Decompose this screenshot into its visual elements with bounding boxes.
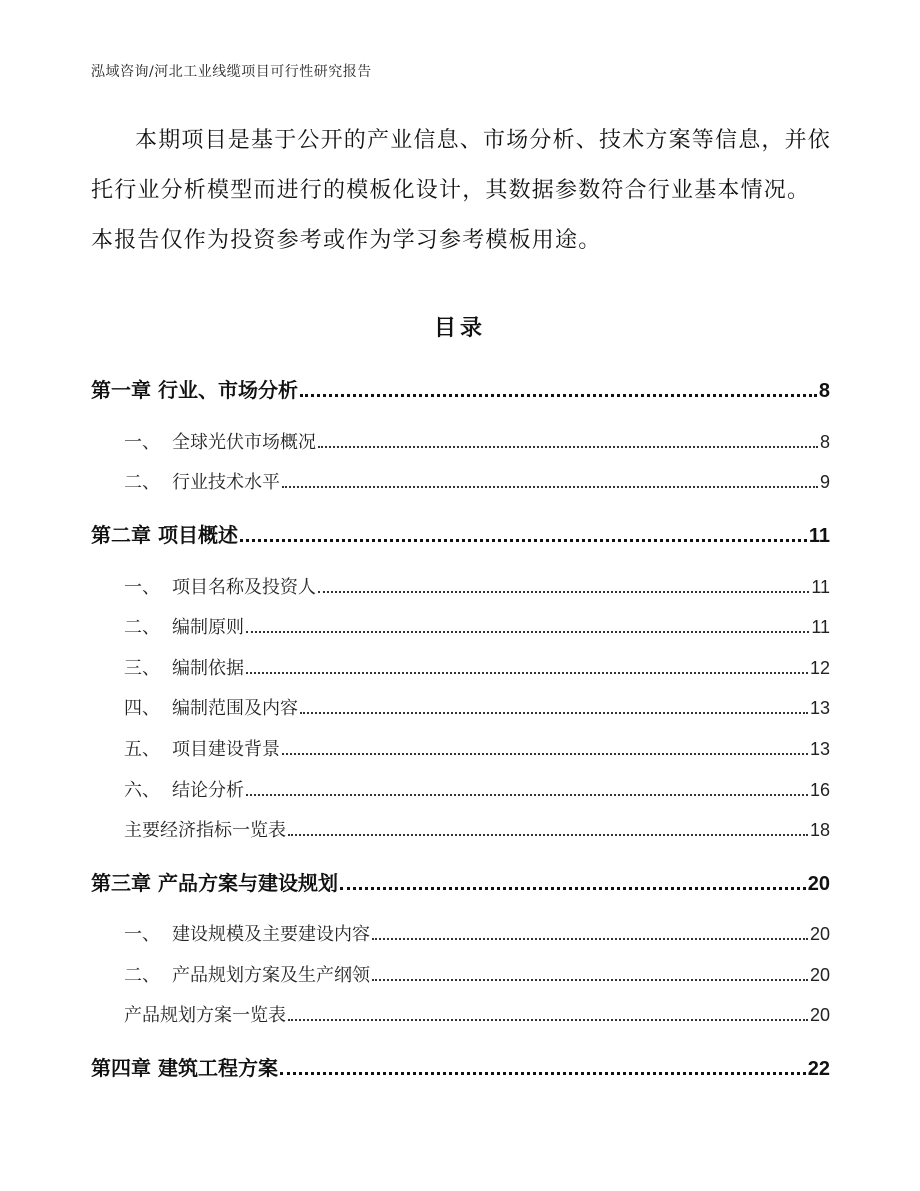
toc-chapter-4[interactable] <box>91 1052 830 1081</box>
toc-page: 20 <box>807 873 830 895</box>
toc-number: 一、 <box>124 924 160 945</box>
toc-leader <box>246 631 809 633</box>
toc-text: 产品规划方案及生产纲领 <box>172 965 370 986</box>
toc-text: 建设规模及主要建设内容 <box>172 924 370 945</box>
toc-label: 主要经济指标一览表 <box>124 820 286 841</box>
toc-table-entry[interactable] <box>124 1001 830 1027</box>
running-header: 泓域咨询/河北工业线缆项目可行性研究报告 <box>91 64 372 80</box>
toc-section[interactable] <box>124 920 830 946</box>
toc-section[interactable] <box>124 573 830 599</box>
toc-text: 项目名称及投资人 <box>172 577 316 598</box>
toc-page: 22 <box>807 1058 830 1080</box>
toc-label: 第二章 项目概述 <box>91 523 238 547</box>
toc-page: 9 <box>819 472 830 492</box>
toc-section[interactable] <box>124 735 830 761</box>
toc-page: 18 <box>809 820 830 840</box>
toc-label <box>124 468 280 494</box>
toc-leader <box>372 979 808 981</box>
toc-number: 二、 <box>124 965 160 986</box>
toc-label <box>124 613 244 639</box>
toc-page: 20 <box>809 924 830 944</box>
toc-text: 项目建设背景 <box>172 739 280 760</box>
toc-text: 编制依据 <box>172 658 244 679</box>
toc-chapter-1[interactable] <box>91 374 830 403</box>
toc-page: 12 <box>809 658 830 678</box>
toc-page: 11 <box>808 525 830 547</box>
toc-label <box>124 654 244 680</box>
toc-title: 目录 <box>433 315 486 341</box>
toc-table-entry[interactable] <box>124 816 830 842</box>
toc-number: 一、 <box>124 432 160 453</box>
toc-chapter-2[interactable] <box>91 519 830 548</box>
toc-label: 产品规划方案一览表 <box>124 1005 286 1026</box>
toc-number: 五、 <box>124 739 160 760</box>
toc-text: 编制原则 <box>172 617 244 638</box>
toc-label: 第三章 产品方案与建设规划 <box>91 871 338 895</box>
toc-number: 六、 <box>124 780 160 801</box>
intro-paragraph: 本期项目是基于公开的产业信息、市场分析、技术方案等信息，并依托行业分析模型而进行的模板化设计，其数据参数符合行业基本情况。本报告仅作为投资参考或作为学习参考模板用途。 <box>91 128 832 253</box>
toc-number: 一、 <box>124 577 160 598</box>
toc-section[interactable] <box>124 961 830 987</box>
toc-label <box>124 920 370 946</box>
toc-number: 二、 <box>124 472 160 493</box>
toc-label <box>124 694 298 720</box>
toc-leader <box>372 938 808 940</box>
toc-number: 二、 <box>124 617 160 638</box>
toc-page: 8 <box>819 432 830 452</box>
toc-leader <box>288 834 808 836</box>
toc-label: 第四章 建筑工程方案 <box>91 1056 278 1080</box>
toc-page: 13 <box>809 739 830 759</box>
toc-leader <box>300 394 817 397</box>
toc-page: 13 <box>809 698 830 718</box>
intro-block <box>91 116 831 266</box>
toc-text: 编制范围及内容 <box>172 698 298 719</box>
toc-label <box>124 573 316 599</box>
toc-section[interactable] <box>124 613 830 639</box>
toc-leader <box>240 539 807 542</box>
toc-number: 四、 <box>124 698 160 719</box>
toc-page: 11 <box>811 577 830 597</box>
toc-label <box>124 428 316 454</box>
toc-number: 三、 <box>124 658 160 679</box>
toc-leader <box>246 672 808 674</box>
toc-text: 结论分析 <box>172 780 244 801</box>
toc-section[interactable] <box>124 654 830 680</box>
toc-leader <box>282 486 818 488</box>
toc-label <box>124 735 280 761</box>
toc-leader <box>318 591 809 593</box>
toc-chapter-3[interactable] <box>91 867 830 896</box>
toc-leader <box>288 1019 808 1021</box>
toc-section[interactable] <box>124 428 830 454</box>
toc-leader <box>246 794 808 796</box>
toc-leader <box>282 753 808 755</box>
toc-label: 第一章 行业、市场分析 <box>91 378 298 402</box>
toc-text: 行业技术水平 <box>172 472 280 493</box>
toc-page: 20 <box>809 965 830 985</box>
toc-text: 全球光伏市场概况 <box>172 432 316 453</box>
toc-leader <box>280 1072 806 1075</box>
toc-section[interactable] <box>124 776 830 802</box>
toc-page: 11 <box>811 617 830 637</box>
toc-page: 8 <box>818 380 830 402</box>
toc-label <box>124 776 244 802</box>
toc-page: 16 <box>809 780 830 800</box>
toc-section[interactable] <box>124 694 830 720</box>
toc-leader <box>340 887 806 890</box>
toc-page: 20 <box>809 1005 830 1025</box>
toc-label <box>124 961 370 987</box>
toc-leader <box>318 446 818 448</box>
toc-leader <box>300 712 808 714</box>
toc-section[interactable] <box>124 468 830 494</box>
